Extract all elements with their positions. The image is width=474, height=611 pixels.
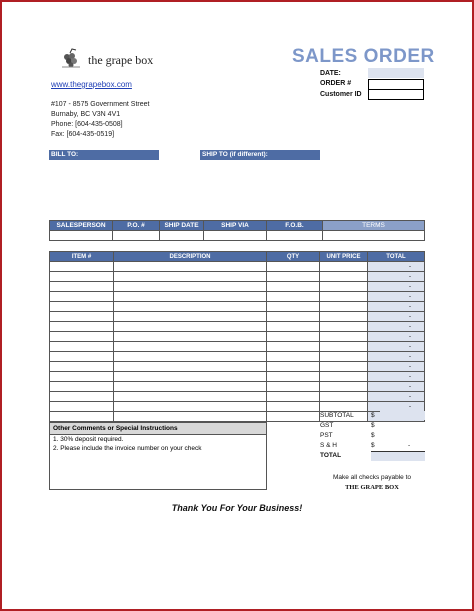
shipping-table-header <box>50 221 425 231</box>
description-cell[interactable] <box>114 352 267 362</box>
row-total-cell: - <box>368 302 425 312</box>
item-number-cell[interactable] <box>50 302 114 312</box>
items-table-header <box>50 252 425 262</box>
qty-cell[interactable] <box>267 302 320 312</box>
row-total-cell: - <box>368 352 425 362</box>
date-field[interactable] <box>368 68 424 78</box>
pst-label: PST <box>320 432 333 439</box>
row-total-cell: - <box>368 392 425 402</box>
description-cell[interactable] <box>114 322 267 332</box>
address-line-2: Burnaby, BC V3N 4V1 <box>51 111 121 118</box>
item-row <box>50 372 425 382</box>
address-line-1: #107 - 8575 Government Street <box>51 101 150 108</box>
item-row <box>50 352 425 362</box>
description-cell[interactable] <box>114 412 267 422</box>
qty-cell[interactable] <box>267 412 320 422</box>
row-total-cell: - <box>368 312 425 322</box>
qty-cell[interactable] <box>267 292 320 302</box>
description-header: DESCRIPTION <box>114 252 267 262</box>
description-cell[interactable] <box>114 372 267 382</box>
unit-price-cell[interactable] <box>320 292 368 302</box>
qty-cell[interactable] <box>267 312 320 322</box>
description-cell[interactable] <box>114 342 267 352</box>
description-cell[interactable] <box>114 292 267 302</box>
unit-price-cell[interactable] <box>320 312 368 322</box>
item-number-cell[interactable] <box>50 402 114 412</box>
unit-price-header: UNIT PRICE <box>320 252 368 262</box>
item-number-cell[interactable] <box>50 262 114 272</box>
pst-currency: $ <box>371 432 375 439</box>
website-link[interactable]: www.thegrapebox.com <box>51 80 132 89</box>
row-total-cell: - <box>368 332 425 342</box>
sh-value: - <box>408 442 411 449</box>
row-total-cell: - <box>368 262 425 272</box>
ship-to-header: SHIP TO (if different): <box>200 150 320 160</box>
item-row <box>50 312 425 322</box>
subtotal-value <box>380 411 425 420</box>
qty-cell[interactable] <box>267 352 320 362</box>
item-number-cell[interactable] <box>50 342 114 352</box>
item-number-cell[interactable] <box>50 392 114 402</box>
payable-note: Make all checks payable to <box>332 474 412 481</box>
qty-cell[interactable] <box>267 382 320 392</box>
qty-cell[interactable] <box>267 262 320 272</box>
qty-cell[interactable] <box>267 272 320 282</box>
row-total-cell: - <box>368 402 425 412</box>
item-row <box>50 322 425 332</box>
qty-cell[interactable] <box>267 372 320 382</box>
po-number-cell[interactable] <box>113 231 160 241</box>
unit-price-cell[interactable] <box>320 402 368 412</box>
description-cell[interactable] <box>114 302 267 312</box>
item-number-cell[interactable] <box>50 362 114 372</box>
unit-price-cell[interactable] <box>320 332 368 342</box>
qty-cell[interactable] <box>267 362 320 372</box>
row-total-cell: - <box>368 362 425 372</box>
salesperson-header: SALESPERSON <box>50 221 113 231</box>
item-number-cell[interactable] <box>50 322 114 332</box>
po-number-header: P.O. # <box>113 221 160 231</box>
unit-price-cell[interactable] <box>320 342 368 352</box>
order-number-label: ORDER # <box>320 80 352 87</box>
description-cell[interactable] <box>114 282 267 292</box>
unit-price-cell[interactable] <box>320 272 368 282</box>
item-number-cell[interactable] <box>50 292 114 302</box>
item-number-cell[interactable] <box>50 282 114 292</box>
comments-title: Other Comments or Special Instructions <box>50 423 266 435</box>
unit-price-cell[interactable] <box>320 282 368 292</box>
shipping-table <box>49 220 425 241</box>
customer-id-field[interactable] <box>368 89 424 100</box>
description-cell[interactable] <box>114 272 267 282</box>
item-row <box>50 382 425 392</box>
terms-header: TERMS <box>323 221 425 231</box>
total-label: TOTAL <box>320 452 342 459</box>
shipping-table-row <box>50 231 425 241</box>
ship-date-cell[interactable] <box>160 231 204 241</box>
unit-price-cell[interactable] <box>320 262 368 272</box>
item-number-cell[interactable] <box>50 352 114 362</box>
terms-cell[interactable] <box>323 231 425 241</box>
item-row <box>50 272 425 282</box>
item-row <box>50 342 425 352</box>
description-cell[interactable] <box>114 402 267 412</box>
unit-price-cell[interactable] <box>320 382 368 392</box>
item-number-cell[interactable] <box>50 412 114 422</box>
row-total-cell: - <box>368 342 425 352</box>
item-number-header: ITEM # <box>50 252 114 262</box>
comment-line-2: 2. Please include the invoice number on your check <box>53 445 202 452</box>
unit-price-cell[interactable] <box>320 392 368 402</box>
row-total-cell: - <box>368 272 425 282</box>
grape-logo-icon <box>58 47 84 71</box>
payable-name: THE GRAPE BOX <box>345 484 399 491</box>
row-total-cell: - <box>368 292 425 302</box>
qty-cell[interactable] <box>267 342 320 352</box>
document-title: SALES ORDER <box>292 46 435 67</box>
qty-cell[interactable] <box>267 322 320 332</box>
qty-cell[interactable] <box>267 282 320 292</box>
qty-cell[interactable] <box>267 402 320 412</box>
qty-header: QTY <box>267 252 320 262</box>
item-row <box>50 282 425 292</box>
item-row <box>50 412 425 422</box>
description-cell[interactable] <box>114 262 267 272</box>
item-row <box>50 302 425 312</box>
item-number-cell[interactable] <box>50 332 114 342</box>
item-row <box>50 392 425 402</box>
unit-price-cell[interactable] <box>320 372 368 382</box>
row-total-cell: - <box>368 372 425 382</box>
unit-price-cell[interactable] <box>320 322 368 332</box>
item-row <box>50 362 425 372</box>
ship-via-cell[interactable] <box>204 231 267 241</box>
total-header: TOTAL <box>368 252 425 262</box>
subtotal-currency: $ <box>371 412 375 419</box>
description-cell[interactable] <box>114 392 267 402</box>
description-cell[interactable] <box>114 332 267 342</box>
subtotal-label: SUBTOTAL <box>320 412 354 419</box>
item-number-cell[interactable] <box>50 312 114 322</box>
gst-currency: $ <box>371 422 375 429</box>
item-number-cell[interactable] <box>50 272 114 282</box>
item-number-cell[interactable] <box>50 382 114 392</box>
unit-price-cell[interactable] <box>320 352 368 362</box>
row-total-cell: - <box>368 322 425 332</box>
item-number-cell[interactable] <box>50 372 114 382</box>
gst-label: GST <box>320 422 334 429</box>
fax-number: Fax: [604-435-0519] <box>51 131 115 138</box>
qty-cell[interactable] <box>267 332 320 342</box>
total-value <box>371 451 425 461</box>
sh-label: S & H <box>320 442 337 449</box>
sh-currency: $ <box>371 442 375 449</box>
items-table <box>49 251 425 422</box>
row-total-cell: - <box>368 382 425 392</box>
description-cell[interactable] <box>114 382 267 392</box>
comment-line-1: 1. 30% deposit required. <box>53 436 124 443</box>
description-cell[interactable] <box>114 312 267 322</box>
ship-via-header: SHIP VIA <box>204 221 267 231</box>
date-label: DATE: <box>320 70 341 77</box>
qty-cell[interactable] <box>267 392 320 402</box>
fob-cell[interactable] <box>267 231 323 241</box>
item-row <box>50 402 425 412</box>
unit-price-cell[interactable] <box>320 362 368 372</box>
ship-date-header: SHIP DATE <box>160 221 204 231</box>
thank-you-message: Thank You For Your Business! <box>171 503 303 513</box>
salesperson-cell[interactable] <box>50 231 113 241</box>
description-cell[interactable] <box>114 362 267 372</box>
phone-number: Phone: [604-435-0508] <box>51 121 123 128</box>
row-total-cell: - <box>368 282 425 292</box>
fob-header: F.O.B. <box>267 221 323 231</box>
unit-price-cell[interactable] <box>320 302 368 312</box>
item-row <box>50 292 425 302</box>
item-row <box>50 262 425 272</box>
customer-id-label: Customer ID <box>320 91 362 98</box>
company-name: the grape box <box>88 53 154 67</box>
item-row <box>50 332 425 342</box>
bill-to-header: BILL TO: <box>49 150 159 160</box>
comments-box <box>49 422 267 490</box>
